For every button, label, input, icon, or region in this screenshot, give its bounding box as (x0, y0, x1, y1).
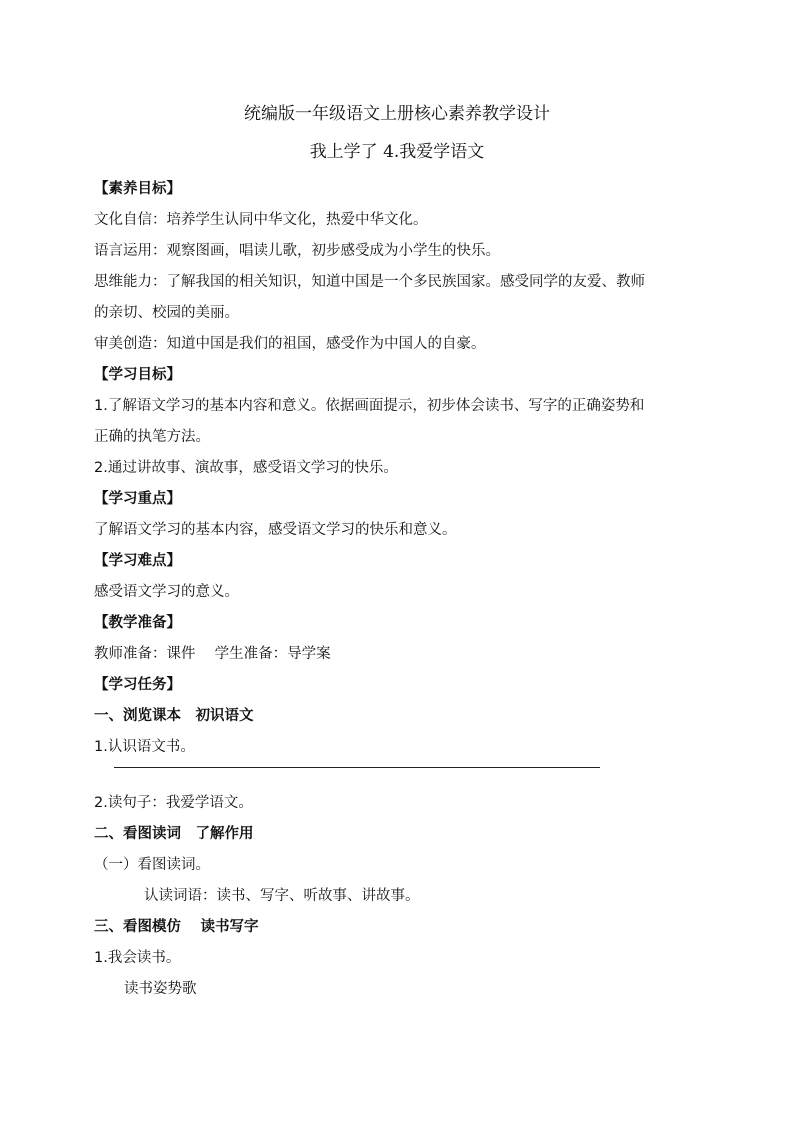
task-1-item-1: 1.认识语文书。 (94, 739, 195, 755)
task-2-subheading: （一）看图读词。 (94, 857, 210, 873)
task-3-item-1: 1.我会读书。 (94, 950, 181, 966)
preparation-text: 教师准备：课件 学生准备：导学案 (94, 646, 331, 662)
key-points-heading: 【学习重点】 (94, 491, 181, 507)
literacy-goal-language: 语言运用：观察图画，唱读儿歌，初步感受成为小学生的快乐。 (94, 243, 500, 259)
task-1-item-2: 2.读句子：我爱学语文。 (94, 795, 253, 811)
learning-goal-1: 1.了解语文学习的基本内容和意义。依据画面提示，初步体会读书、写字的正确姿势和 (94, 398, 645, 414)
literacy-goal-thinking-cont: 的亲切、校园的美丽。 (94, 305, 239, 321)
literacy-goals-heading: 【素养目标】 (94, 181, 181, 197)
learning-goal-2: 2.通过讲故事、演故事，感受语文学习的快乐。 (94, 460, 398, 476)
difficulty-heading: 【学习难点】 (94, 553, 181, 569)
answer-blank-line (114, 767, 600, 768)
difficulty-text: 感受语文学习的意义。 (94, 584, 239, 600)
learning-goal-1-cont: 正确的执笔方法。 (94, 429, 210, 445)
document-title: 统编版一年级语文上册核心素养教学设计 (244, 104, 550, 124)
preparation-heading: 【教学准备】 (94, 615, 181, 631)
lesson-title: 我上学了 4.我爱学语文 (309, 142, 485, 162)
learning-goals-heading: 【学习目标】 (94, 367, 181, 383)
key-point-text: 了解语文学习的基本内容，感受语文学习的快乐和意义。 (94, 522, 457, 538)
tasks-heading: 【学习任务】 (94, 677, 181, 693)
literacy-goal-culture: 文化自信：培养学生认同中华文化，热爱中华文化。 (94, 212, 428, 228)
literacy-goal-aesthetic: 审美创造：知道中国是我们的祖国，感受作为中国人的自豪。 (94, 336, 486, 352)
task-2-words: 认读词语：读书、写字、听故事、讲故事。 (144, 888, 420, 904)
task-2-heading: 二、看图读词 了解作用 (94, 826, 254, 842)
task-3-heading: 三、看图模仿 读书写字 (94, 919, 259, 935)
reading-posture-song-title: 读书姿势歌 (124, 981, 197, 997)
literacy-goal-thinking: 思维能力：了解我国的相关知识，知道中国是一个多民族国家。感受同学的友爱、教师 (94, 274, 645, 290)
task-1-heading: 一、浏览课本 初识语文 (94, 708, 254, 724)
